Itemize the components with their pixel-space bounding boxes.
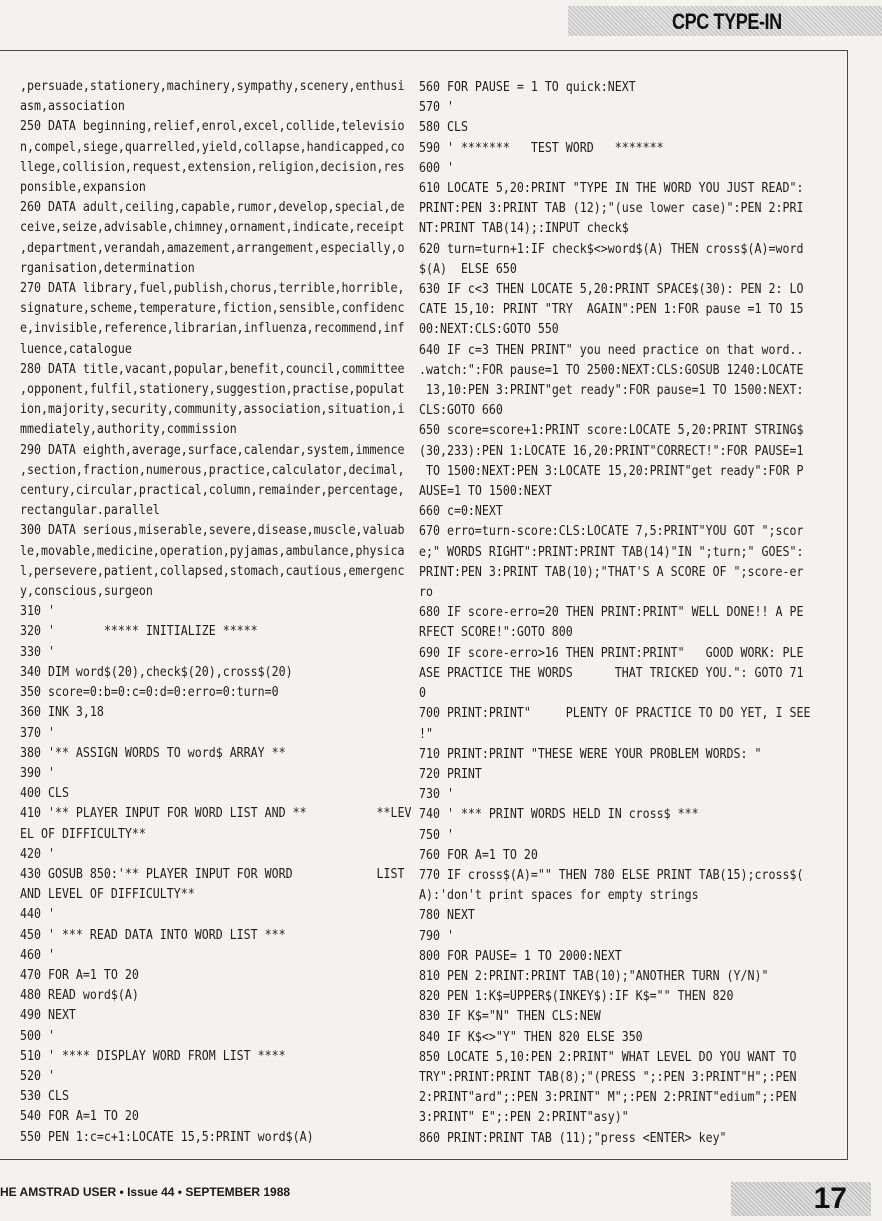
code-line: 560 FOR PAUSE = 1 TO quick:NEXT — [419, 79, 636, 95]
code-line: le,movable,medicine,operation,pyjamas,ambulance,physica — [20, 542, 405, 559]
code-line: 790 ' — [419, 927, 454, 944]
code-line: CATE 15,10: PRINT "TRY AGAIN":PEN 1:FOR pause =1 TO 15 — [419, 301, 804, 318]
code-line: 690 IF score-erro>16 THEN PRINT:PRINT" GOOD WORK: PLE — [419, 644, 804, 661]
code-line: ASE PRACTICE THE WORDS THAT TRICKED YOU.": GOTO 71 — [419, 664, 804, 681]
code-line: 300 DATA serious,miserable,severe,disease,muscle,valuab — [20, 522, 405, 539]
code-line: CLS:GOTO 660 — [419, 402, 503, 419]
code-line: 770 IF cross$(A)="" THEN 780 ELSE PRINT TAB(15);cross$( — [419, 866, 804, 883]
code-line: (30,233):PEN 1:LOCATE 16,20:PRINT"CORRECT!":FOR PAUSE=1 — [419, 442, 804, 459]
code-line: 420 ' — [20, 845, 55, 862]
code-line: 390 ' — [20, 764, 55, 781]
code-line: AND LEVEL OF DIFFICULTY** — [20, 886, 195, 903]
code-line: l,persevere,patient,collapsed,stomach,cautious,emergenc — [20, 562, 405, 579]
listing-column-left — [20, 76, 418, 1147]
code-line: 700 PRINT:PRINT" PLENTY OF PRACTICE TO DO YET, I SEE — [419, 705, 811, 722]
code-line: 290 DATA eighth,average,surface,calendar,system,immence — [20, 441, 405, 458]
code-line: 660 c=0:NEXT — [419, 503, 503, 520]
code-line: e;" WORDS RIGHT":PRINT:PRINT TAB(14)"IN ";turn;" GOES": — [419, 543, 804, 560]
code-line: 600 ' — [419, 159, 454, 176]
code-line: 720 PRINT — [419, 765, 482, 782]
code-line: 650 score=score+1:PRINT score:LOCATE 5,20:PRINT STRING$ — [419, 422, 804, 439]
code-line: mmediately,authority,commission — [20, 421, 237, 438]
code-line: 460 ' — [20, 946, 55, 963]
code-line: 580 CLS — [419, 119, 468, 136]
code-line: 320 ' ***** INITIALIZE ***** — [20, 623, 258, 640]
code-line: 260 DATA adult,ceiling,capable,rumor,develop,special,de — [20, 199, 405, 216]
code-line: ceive,seize,advisable,chimney,ornament,indicate,receipt — [20, 219, 405, 236]
code-line: $(A) ELSE 650 — [419, 260, 517, 277]
code-line: 610 LOCATE 5,20:PRINT "TYPE IN THE WORD YOU JUST READ": — [419, 180, 804, 197]
code-line: ponsible,expansion — [20, 179, 146, 196]
code-line: 830 IF K$="N" THEN CLS:NEW — [419, 1008, 601, 1025]
code-line: 400 CLS — [20, 785, 69, 802]
code-line: 680 IF score-erro=20 THEN PRINT:PRINT" WELL DONE!! A PE — [419, 604, 804, 621]
code-line: 270 DATA library,fuel,publish,chorus,terrible,horrible, — [20, 280, 405, 297]
code-line: century,circular,practical,column,remainder,percentage, — [20, 482, 405, 499]
code-line: 640 IF c=3 THEN PRINT" you need practice on that word.. — [419, 341, 804, 358]
code-line: e,invisible,reference,librarian,influenza,recommend,inf — [20, 320, 405, 337]
code-line: ,persuade,stationery,machinery,sympathy,scenery,enthusi — [20, 78, 405, 94]
code-line: 430 GOSUB 850:'** PLAYER INPUT FOR WORD LIST — [20, 865, 405, 882]
publication-footer: HE AMSTRAD USER • Issue 44 • SEPTEMBER 1988 — [0, 1185, 291, 1199]
code-line: rganisation,determination — [20, 259, 195, 276]
code-line: RFECT SCORE!":GOTO 800 — [419, 624, 573, 641]
code-line: ,section,fraction,numerous,practice,calculator,decimal, — [20, 461, 405, 478]
code-line: .watch:":FOR pause=1 TO 2500:NEXT:CLS:GOSUB 1240:LOCATE — [419, 361, 804, 378]
section-header-tab — [568, 6, 882, 36]
code-line: 490 NEXT — [20, 1007, 76, 1024]
code-line: 590 ' ******* TEST WORD ******* — [419, 139, 664, 156]
code-line: 840 IF K$<>"Y" THEN 820 ELSE 350 — [419, 1028, 643, 1045]
code-line: 310 ' — [20, 603, 55, 620]
code-line: ro — [419, 584, 433, 601]
code-line: 530 CLS — [20, 1088, 69, 1105]
page-number: 17 — [813, 1182, 847, 1215]
code-line: ion,majority,security,community,association,situation,i — [20, 401, 405, 418]
code-line: 510 ' **** DISPLAY WORD FROM LIST **** — [20, 1047, 286, 1064]
code-line: PRINT:PEN 3:PRINT TAB(10);"THAT'S A SCORE OF ";score-er — [419, 563, 804, 580]
code-line: 280 DATA title,vacant,popular,benefit,council,committee — [20, 360, 405, 377]
code-line: 780 NEXT — [419, 907, 475, 924]
code-line: 440 ' — [20, 906, 55, 923]
code-line: y,conscious,surgeon — [20, 583, 153, 600]
code-line: EL OF DIFFICULTY** — [20, 825, 146, 842]
code-line: NT:PRINT TAB(14);:INPUT check$ — [419, 220, 629, 237]
code-line: 3:PRINT" E";:PEN 2:PRINT"asy)" — [419, 1109, 629, 1126]
code-line: 470 FOR A=1 TO 20 — [20, 966, 139, 983]
code-line: llege,collision,request,extension,religion,decision,res — [20, 158, 405, 175]
code-line: 0 — [419, 685, 427, 702]
code-line: 760 FOR A=1 TO 20 — [419, 846, 538, 863]
code-line: 340 DIM word$(20),check$(20),cross$(20) — [20, 663, 293, 680]
code-line: TO 1500:NEXT:PEN 3:LOCATE 15,20:PRINT"get ready":FOR P — [419, 462, 804, 479]
code-line: 330 ' — [20, 643, 55, 660]
code-line: AUSE=1 TO 1500:NEXT — [419, 483, 552, 500]
code-line: !" — [419, 725, 433, 742]
code-line: 2:PRINT"ard";:PEN 3:PRINT" M";:PEN 2:PRINT"edium";:PEN — [419, 1089, 797, 1106]
code-line: signature,scheme,temperature,fiction,sensible,confidenc — [20, 300, 405, 317]
code-line: 520 ' — [20, 1067, 55, 1084]
code-line: 550 PEN 1:c=c+1:LOCATE 15,5:PRINT word$(A) — [20, 1128, 314, 1145]
code-line: 450 ' *** READ DATA INTO WORD LIST *** — [20, 926, 286, 943]
code-line: n,compel,siege,quarrelled,yield,collapse,handicapped,co — [20, 138, 405, 155]
listing-column-right — [419, 77, 820, 1148]
code-line: luence,catalogue — [20, 340, 132, 357]
code-line: 740 ' *** PRINT WORDS HELD IN cross$ *** — [419, 806, 699, 823]
code-line: ,department,verandah,amazement,arrangement,especially,o — [20, 239, 405, 256]
code-line: 00:NEXT:CLS:GOTO 550 — [419, 321, 559, 338]
code-line: asm,association — [20, 98, 125, 115]
code-line: 370 ' — [20, 724, 55, 741]
code-line: 630 IF c<3 THEN LOCATE 5,20:PRINT SPACE$(30): PEN 2: LO — [419, 281, 804, 298]
code-line: 750 ' — [419, 826, 454, 843]
code-line: 13,10:PEN 3:PRINT"get ready":FOR pause=1 TO 1500:NEXT: — [419, 382, 804, 399]
code-line: PRINT:PEN 3:PRINT TAB (12);"(use lower case)":PEN 2:PRI — [419, 200, 804, 217]
code-line: A):'don't print spaces for empty strings — [419, 887, 699, 904]
code-line: 570 ' — [419, 99, 454, 116]
section-title: CPC TYPE-IN — [672, 9, 782, 34]
code-line: 480 READ word$(A) — [20, 987, 139, 1004]
code-line: 850 LOCATE 5,10:PEN 2:PRINT" WHAT LEVEL DO YOU WANT TO — [419, 1048, 797, 1065]
code-line: 540 FOR A=1 TO 20 — [20, 1108, 139, 1125]
code-line: TRY":PRINT:PRINT TAB(8);"(PRESS ";:PEN 3:PRINT"H";:PEN — [419, 1068, 797, 1085]
code-line: 620 turn=turn+1:IF check$<>word$(A) THEN cross$(A)=word — [419, 240, 804, 257]
code-line: 810 PEN 2:PRINT:PRINT TAB(10);"ANOTHER TURN (Y/N)" — [419, 967, 769, 984]
code-line: 250 DATA beginning,relief,enrol,excel,collide,televisio — [20, 118, 405, 135]
code-line: rectangular.parallel — [20, 502, 160, 519]
code-line: 670 erro=turn-score:CLS:LOCATE 7,5:PRINT"YOU GOT ";scor — [419, 523, 804, 540]
code-line: 410 '** PLAYER INPUT FOR WORD LIST AND ** **LEV — [20, 805, 412, 822]
code-line: 820 PEN 1:K$=UPPER$(INKEY$):IF K$="" THEN 820 — [419, 988, 734, 1005]
code-line: 800 FOR PAUSE= 1 TO 2000:NEXT — [419, 947, 622, 964]
page-number-box — [731, 1182, 871, 1216]
code-line: 350 score=0:b=0:c=0:d=0:erro=0:turn=0 — [20, 684, 279, 701]
code-line: 380 '** ASSIGN WORDS TO word$ ARRAY ** — [20, 744, 286, 761]
code-line: 500 ' — [20, 1027, 55, 1044]
code-line: 730 ' — [419, 786, 454, 803]
code-line: 860 PRINT:PRINT TAB (11);"press <ENTER> key" — [419, 1129, 727, 1146]
code-line: 360 INK 3,18 — [20, 704, 104, 721]
code-line: 710 PRINT:PRINT "THESE WERE YOUR PROBLEM WORDS: " — [419, 745, 762, 762]
code-line: ,opponent,fulfil,stationery,suggestion,practise,populat — [20, 381, 405, 398]
